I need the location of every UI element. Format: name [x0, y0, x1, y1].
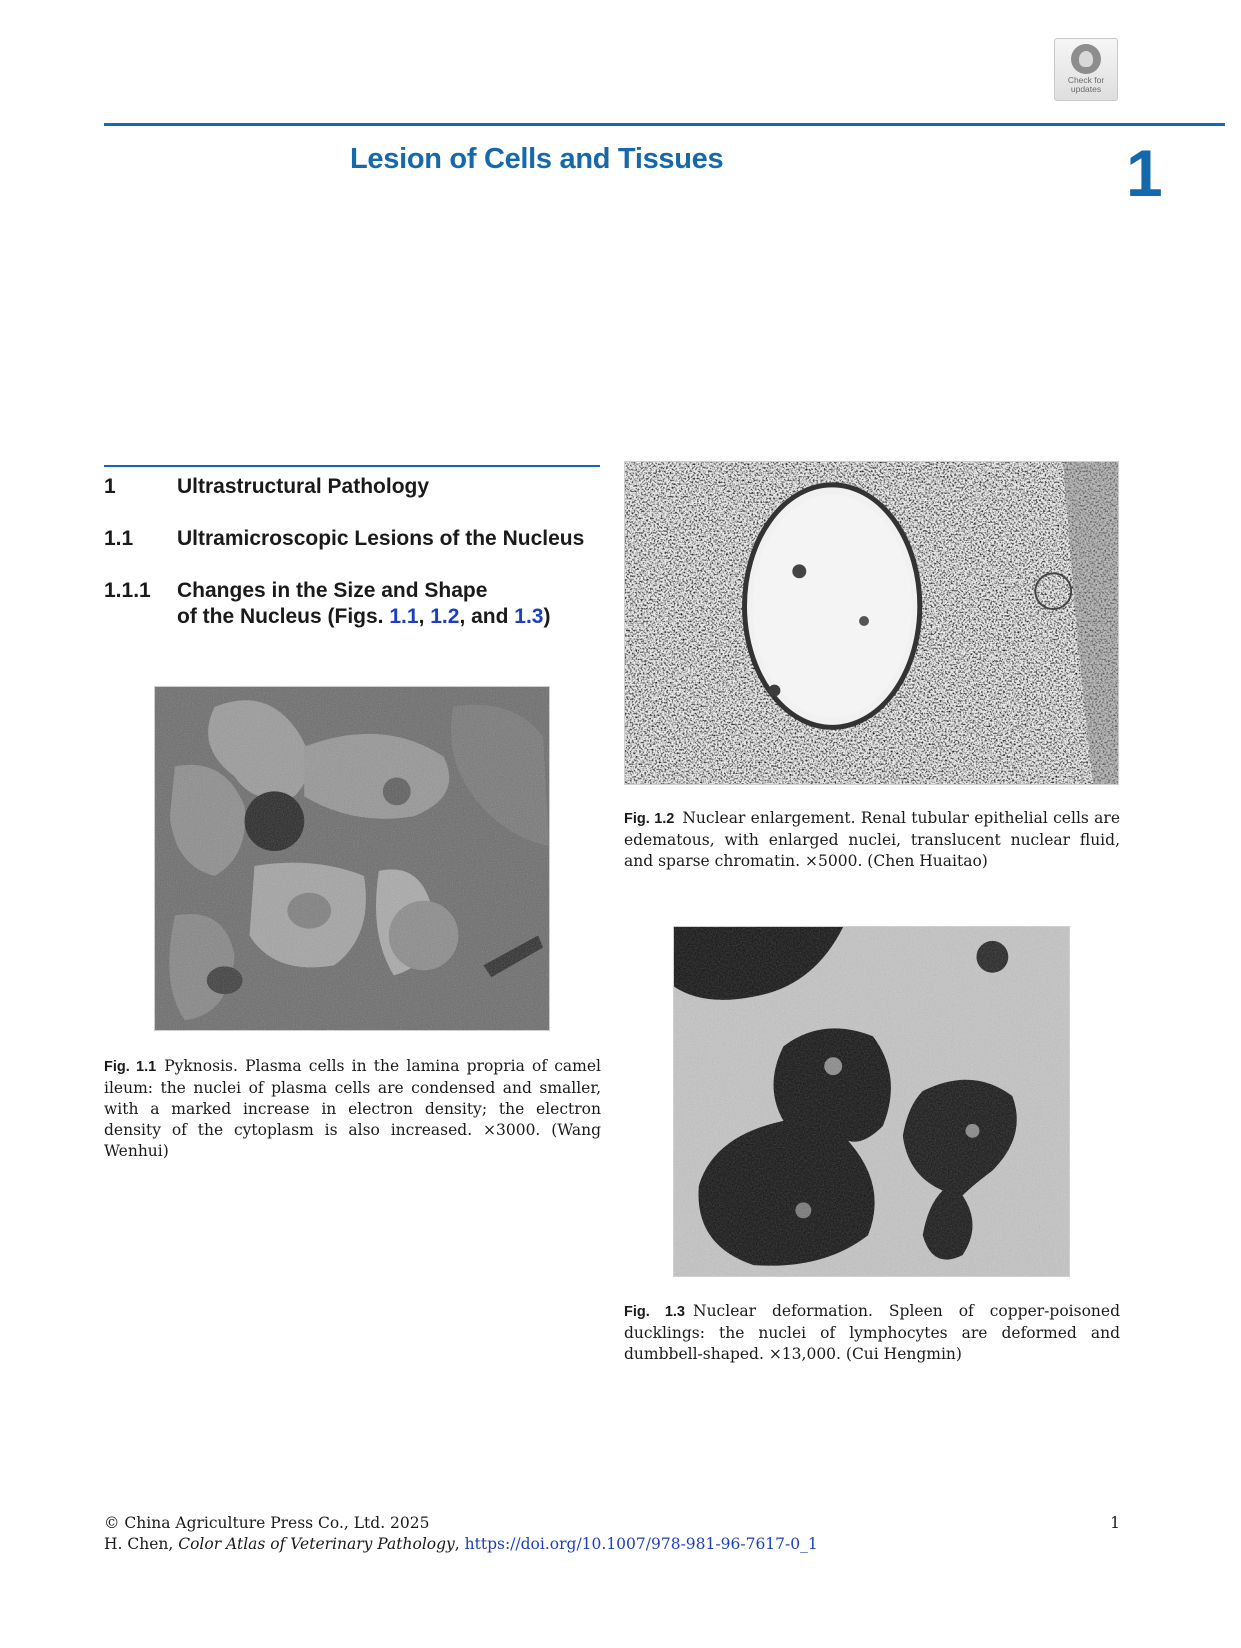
title-text: ,: [418, 605, 431, 628]
figure-label: Fig. 1.1: [104, 1059, 157, 1075]
figure-1-1-caption: [104, 1056, 601, 1162]
title-text: , and: [459, 605, 515, 628]
chapter-title: Lesion of Cells and Tissues: [350, 143, 724, 175]
fig-ref-1-2-link[interactable]: 1.2: [430, 605, 460, 628]
caption-text: Nuclear deformation. Spleen of copper-poisoned ducklings: the nuclei of lymphocytes are deformed and dumbbell-shaped. ×13,000. (Cui Hengmin): [624, 1302, 1120, 1363]
title-text: of the Nucleus (Figs.: [177, 605, 390, 628]
caption-text: Nuclear enlargement. Renal tubular epithelial cells are edematous, with enlarged nuclei, translucent nuclear fluid, and sparse chromatin. ×5000. (Chen Huaitao): [624, 809, 1120, 870]
figure-1-2-caption: [624, 808, 1120, 872]
chapter-top-rule: [104, 123, 1225, 126]
copyright-line: © China Agriculture Press Co., Ltd. 2025: [104, 1514, 430, 1532]
figure-1-2-micrograph: [624, 461, 1119, 785]
page-number: 1: [1110, 1514, 1120, 1532]
figure-label: Fig. 1.2: [624, 811, 675, 827]
page-footer: [104, 1513, 1120, 1555]
section-number: 1: [104, 475, 116, 498]
subsubsection-title-line-2: [177, 604, 550, 630]
figure-1-1-micrograph: [154, 686, 550, 1031]
crossmark-icon: [1071, 44, 1101, 74]
subsection-number: 1.1: [104, 527, 134, 550]
title-text: ): [543, 605, 551, 628]
caption-text: Pyknosis. Plasma cells in the lamina propria of camel ileum: the nuclei of plasma cells are condensed and smaller, with a marked increase in electron density; the electron density of the cytoplasm is also increased. ×3000. (Wang Wenhui): [104, 1057, 601, 1160]
citation-line: [104, 1534, 1120, 1555]
badge-line-2: updates: [1070, 84, 1102, 94]
section-heading-1: [104, 474, 600, 502]
section-heading-1-1: [104, 526, 600, 554]
author-text: H. Chen,: [104, 1535, 179, 1553]
book-title: Color Atlas of Veterinary Pathology: [178, 1535, 455, 1553]
subsection-title: Ultramicroscopic Lesions of the Nucleus: [177, 527, 585, 550]
separator-text: ,: [454, 1535, 465, 1553]
section-heading-1-1-1: [104, 578, 600, 632]
badge-line-1: Check for: [1067, 75, 1105, 85]
subsubsection-title-line-1: Changes in the Size and Shape: [177, 579, 488, 602]
section-rule: [104, 465, 600, 467]
figure-1-3-micrograph: [673, 926, 1070, 1277]
section-title: Ultrastructural Pathology: [177, 475, 430, 498]
subsubsection-number: 1.1.1: [104, 579, 151, 602]
chapter-number: 1: [1126, 136, 1163, 210]
figure-1-3-caption: [624, 1301, 1120, 1365]
fig-ref-1-3-link[interactable]: 1.3: [514, 605, 544, 628]
fig-ref-1-1-link[interactable]: 1.1: [389, 605, 419, 628]
check-for-updates-badge[interactable]: [1054, 38, 1118, 101]
doi-link[interactable]: https://doi.org/10.1007/978-981-96-7617-0_1: [464, 1535, 818, 1553]
figure-label: Fig. 1.3: [624, 1304, 686, 1320]
